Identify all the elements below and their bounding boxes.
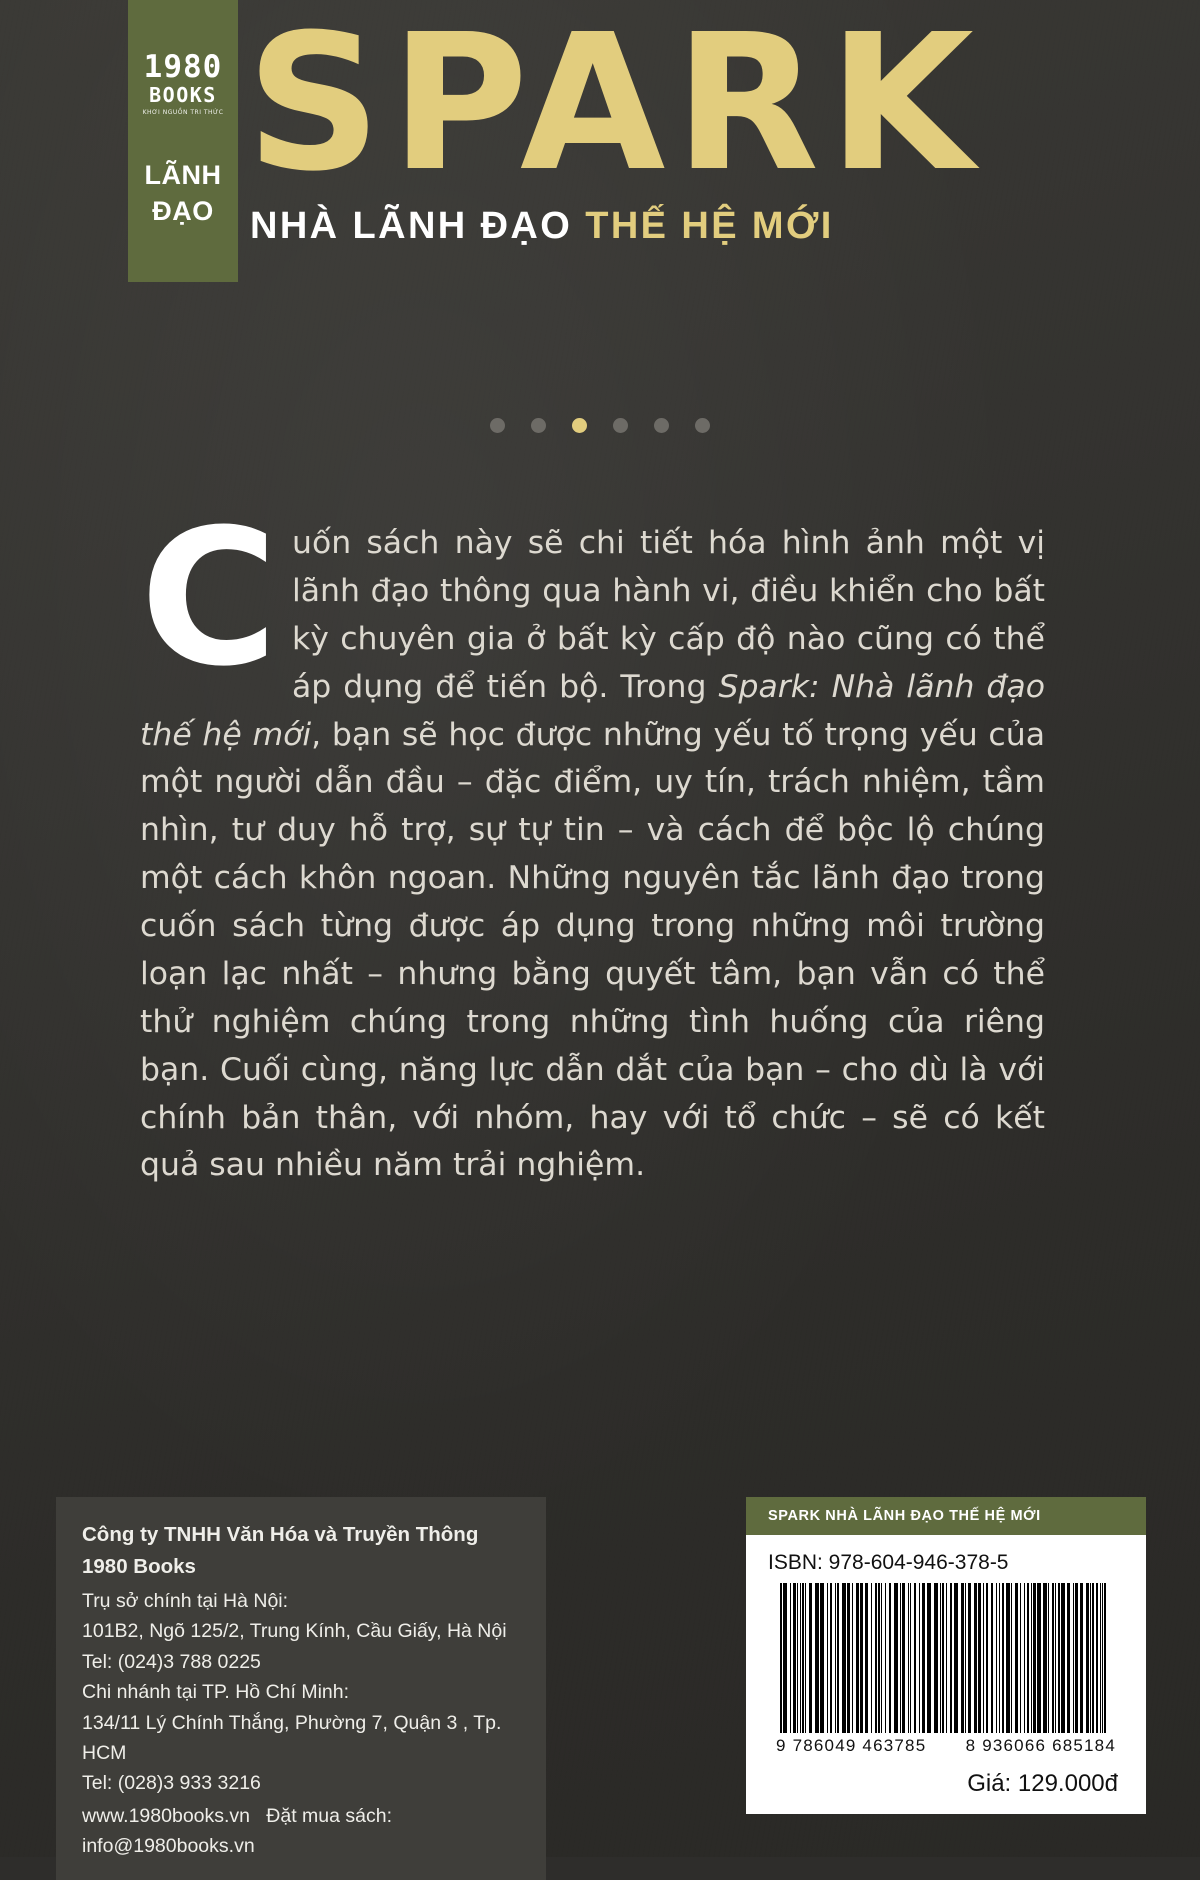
category-label-line2: ĐẠO [152,195,214,226]
publisher-name: Công ty TNHH Văn Hóa và Truyền Thông 1980 Books [82,1523,479,1578]
publisher-contact-line [82,1801,520,1862]
book-subtitle [238,205,1140,248]
imprint-logo-line1: 1980 [143,49,223,85]
back-cover-blurb [140,489,1046,1190]
title-block [238,0,1140,248]
blurb-text-part1: uốn sách này sẽ chi tiết hóa hình ảnh một vị lãnh đạo thông qua hành vi, điều khiển cho bất kỳ chuyên gia ở bất kỳ cấp độ nào cũng có thể áp dụng để tiến bộ. Trong [291,525,1045,705]
barcode-panel [746,1497,1146,1814]
price-text: Giá: 129.000đ [967,1770,1118,1797]
separator-dot [654,418,669,433]
separator-dot-active [572,418,587,433]
imprint-logo [142,49,224,116]
book-title: SPARK [246,0,983,213]
book-subtitle-white: NHÀ LÃNH ĐẠO [250,204,573,247]
imprint-tagline: KHƠI NGUỒN TRI THỨC [142,109,224,116]
separator-dot [531,418,546,433]
imprint-badge [128,0,238,282]
barcode-digits-left: 9 786049 463785 [776,1736,927,1755]
barcode-digits [746,1733,1146,1756]
barcode-space [1106,1583,1107,1733]
separator-dot [490,418,505,433]
publisher-hq-address: 101B2, Ngõ 125/2, Trung Kính, Cầu Giấy, Hà Nội [82,1620,507,1643]
category-label-line1: LÃNH [144,160,222,190]
blurb-dropcap: C [140,489,278,708]
separator-dot [613,418,628,433]
isbn-text: ISBN: 978-604-946-378-5 [768,1551,1009,1574]
dot-separator [0,418,1200,433]
publisher-order-email: Đặt mua sách: info@1980books.vn [82,1804,393,1858]
blurb-text-italic: Spark: Nhà lãnh đạo thế hệ mới [140,668,1046,753]
publisher-branch-tel: Tel: (028)3 933 3216 [82,1772,261,1795]
publisher-website: www.1980books.vn [82,1804,251,1827]
separator-dot [695,418,710,433]
book-subtitle-gold: THẾ HỆ MỚI [585,204,834,247]
publisher-branch-address: 134/11 Lý Chính Thắng, Phường 7, Quận 3 , Tp. HCM [82,1711,502,1764]
publisher-info-box [56,1497,546,1880]
imprint-logo-line2: BOOKS [149,83,217,107]
barcode-digits-right: 8 936066 685184 [965,1736,1116,1755]
publisher-hq-tel: Tel: (024)3 788 0225 [82,1650,261,1673]
barcode-title: SPARK NHÀ LÃNH ĐẠO THẾ HỆ MỚI [746,1497,1146,1535]
publisher-branch-label: Chi nhánh tại TP. Hồ Chí Minh: [82,1681,350,1704]
publisher-hq-label: Trụ sở chính tại Hà Nội: [82,1589,289,1612]
category-label [145,158,222,229]
blurb-text-part2: , bạn sẽ học được những yếu tố trọng yếu của một người dẫn đầu – đặc điểm, uy tín, trách nhiệm, tầm nhìn, tư duy hỗ trợ, sự tự tin – và cách để bộc lộ chúng một cách khôn ngoan. Những nguyên tắc lãnh đạo trong cuốn sách từng được áp dụng trong những môi trường loạn lạc nhất – nhưng bằng quyết tâm, bạn vẫn có thể thử nghiệm chúng trong những tình huống của riêng bạn. Cuối cùng, năng lực dẫn dắt của bạn – cho dù là với chính bản thân, với nhóm, hay với tổ chức – sẽ có kết quả sau nhiều năm trải nghiệm. [140,716,1045,1184]
barcode-bars [780,1583,1112,1733]
cover-header [0,0,1200,380]
